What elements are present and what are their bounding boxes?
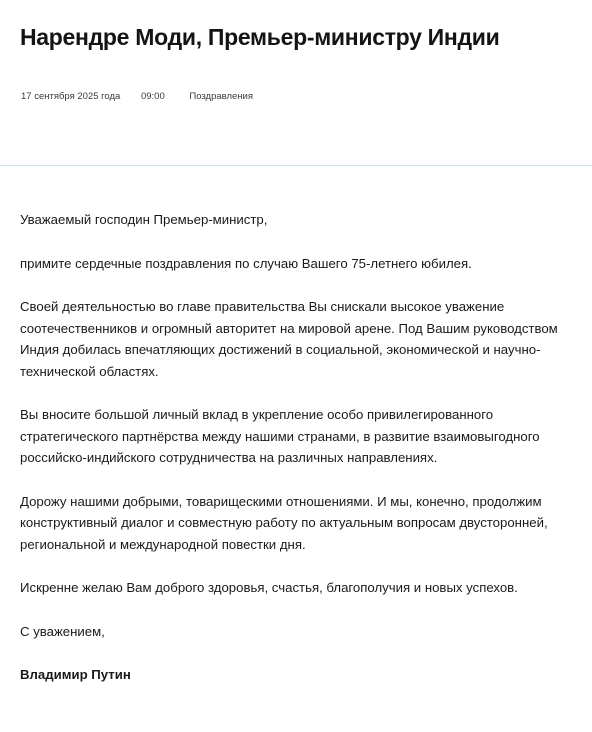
article-header <box>0 0 592 166</box>
body-paragraph: Своей деятельностью во главе правительства Вы снискали высокое уважение соотечественников и огромный авторитет на мировой арене. Под Вашим руководством Индия добилась впечатляющих достижений в социальной, экономической и научно-технической областях. <box>20 299 558 379</box>
body-paragraph: примите сердечные поздравления по случаю Вашего 75-летнего юбилея. <box>20 255 472 271</box>
publish-time: 09:00 <box>140 91 165 102</box>
body-paragraph: Искренне желаю Вам доброго здоровья, счастья, благополучия и новых успехов. <box>20 580 518 595</box>
category-link[interactable]: Поздравления <box>189 91 254 102</box>
article-body <box>20 209 580 708</box>
page-title: Нарендре Моди, Премьер-министру Индии <box>20 24 500 50</box>
body-paragraph: Вы вносите большой личный вклад в укрепление особо привилегированного стратегического партнёрства между нашими странами, в развитие взаимовыгодного российско-индийского сотрудничества на различных направлениях. <box>20 407 540 465</box>
greeting-paragraph: Уважаемый господин Премьер-министр, <box>20 212 268 227</box>
body-paragraph: Дорожу нашими добрыми, товарищескими отношениями. И мы, конечно, продолжим конструктивный диалог и совместную работу по актуальным вопросам двусторонней, региональной и международной повестки дня. <box>20 493 548 552</box>
article-meta <box>21 91 253 103</box>
signature: Владимир Путин <box>20 667 131 682</box>
publish-date: 17 сентября 2025 года <box>21 91 121 102</box>
closing-paragraph: С уважением, <box>20 623 105 639</box>
